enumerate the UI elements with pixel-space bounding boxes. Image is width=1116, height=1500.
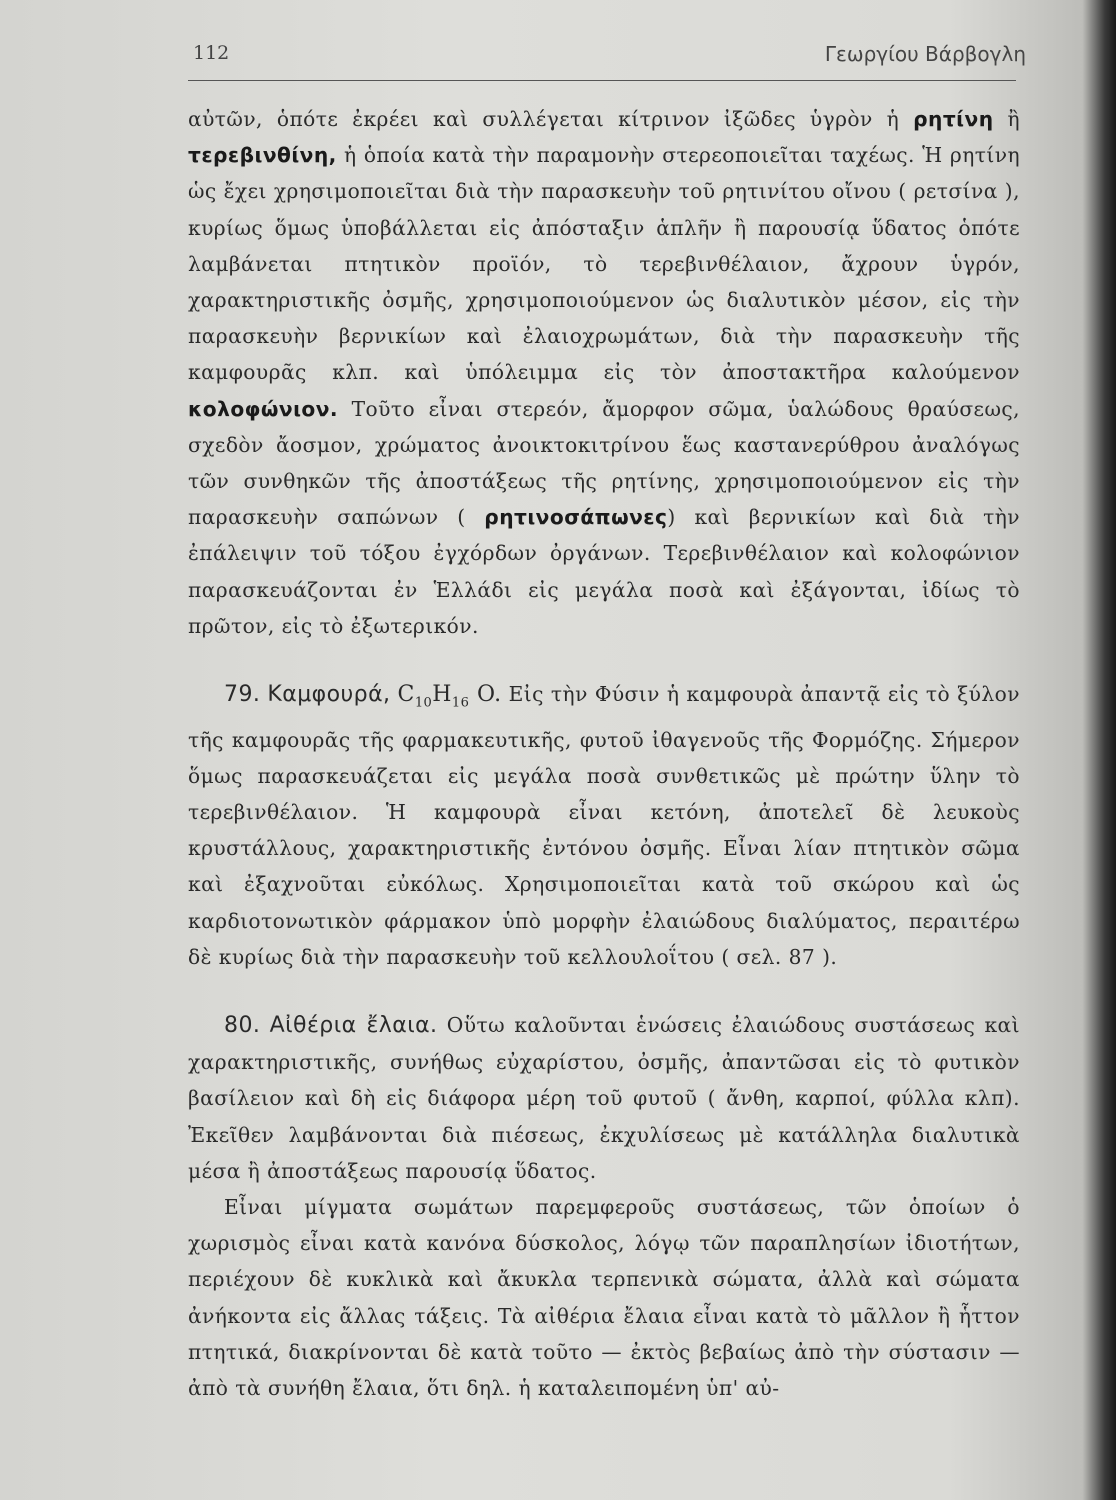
paragraph-resin bbox=[188, 101, 1020, 644]
formula-element: C bbox=[397, 682, 415, 708]
formula-element: O. bbox=[476, 682, 502, 708]
section-text: Οὕτω καλοῦνται ἑνώσεις ἐλαιώδους συστάσεως καὶ χαρακτηριστικῆς, συνήθως εὐχαρίστου, ὀσμῆς, ἀπαντῶσαι εἰς τὸ φυτικὸν βασίλειον καὶ δὴ εἰς διάφορα μέρη τοῦ φυτοῦ ( ἄνθη, καρποί, φύλλα κλπ). Ἐκεῖθεν λαμβάνονται διὰ πιέσεως, ἐκχυλίσεως μὲ κατάλληλα διαλυτικὰ μέσα ἢ ἀποστάξεως παρουσίᾳ ὕδατος. bbox=[188, 1013, 1021, 1183]
term-kolofonion: κολοφώνιον. bbox=[188, 396, 339, 421]
section-number: 79. bbox=[224, 682, 261, 708]
term-terebinthini: τερεβινθίνη, bbox=[188, 143, 337, 168]
section-title: Αἰθέρια ἔλαια. bbox=[269, 1013, 438, 1039]
formula-subscript: 10 bbox=[414, 695, 433, 711]
text-run: ἢ bbox=[993, 107, 1020, 131]
term-rhitini: ρητίνη bbox=[913, 107, 994, 131]
paragraph-essential-oils: Εἶναι μίγματα σωμάτων παρεμφεροῦς συστάσεως, τῶν ὁποίων ὁ χωρισμὸς εἶναι κατὰ κανόνα δύσκολος, λόγῳ τῶν παραπλησίων ἰδιοτήτων, περιέχουν δὲ κυκλικὰ καὶ ἄκυκλα τερπενικὰ σώματα, ἀλλὰ καὶ σώματα ἀνήκοντα εἰς ἄλλας τάξεις. Τὰ αἰθέρια ἔλαια εἶναι κατὰ τὸ μᾶλλον ἢ ἧττον πτητικά, διακρίνονται δὲ κατὰ τοῦτο — ἐκτὸς βεβαίως ἀπὸ τὴν σύστασιν — ἀπὸ τὰ συνήθη ἔλαια, ὅτι δηλ. ἡ καταλειπομένη ὑπ' αὐ- bbox=[188, 1195, 1020, 1401]
section-79 bbox=[188, 676, 1020, 975]
running-head: Γεωργίου Βάρβογλη bbox=[824, 42, 1026, 66]
section-title: Καμφουρά, bbox=[267, 682, 391, 708]
body-text bbox=[188, 101, 1020, 1406]
camphor-formula bbox=[397, 682, 502, 711]
text-run: αὐτῶν, ὁπότε ἐκρέει καὶ συλλέγεται κίτρινον ἰξῶδες ὑγρὸν ἡ bbox=[188, 107, 914, 131]
text-run: Τοῦτο εἶναι στερεόν, ἄμορφον σῶμα, ὑαλώδους θραύσεως, σχεδὸν ἄοσμον, χρώματος ἀνοικτοκιτρίνου ἕως καστανερύθρου ἀναλόγως τῶν συνθηκῶν τῆς ἀποστάξεως τῆς ρητίνης, χρησιμοποιούμενον εἰς τὴν παρασκευὴν σαπώνων ( bbox=[188, 396, 1020, 530]
term-rhitinosapones: ρητινοσάπωνες bbox=[484, 505, 668, 530]
text-run: ἡ ὁποία κατὰ τὴν παραμονὴν στερεοποιεῖται ταχέως. Ἡ ρητίνη ὡς ἔχει χρησιμοποιεῖται διὰ τὴν παρασκευὴν τοῦ ρητινίτου οἴνου ( ρετσίνα ), κυρίως ὅμως ὑποβάλλεται εἰς ἀπόσταξιν ἁπλῆν ἢ παρουσίᾳ ὕδατος ὁπότε λαμβάνεται πτητικὸν προϊόν, τὸ τερεβινθέλαιον, ἄχρουν ὑγρόν, χαρακτηριστικῆς ὀσμῆς, χρησιμοποιούμενον ὡς διαλυτικὸν μέσον, εἰς τὴν παρασκευὴν βερνικίων καὶ ἐλαιοχρωμάτων, διὰ τὴν παρασκευὴν τῆς καμφουρᾶς κλπ. καὶ ὑπόλειμμα εἰς τὸν ἀποστακτῆρα καλούμενον bbox=[188, 143, 1020, 385]
formula-element: H bbox=[432, 682, 452, 708]
text-run: ) καὶ βερνικίων καὶ διὰ τὴν ἐπάλειψιν τοῦ τόξου ἐγχόρδων ὀργάνων. Τερεβινθέλαιον καὶ κολοφώνιον παρασκευάζονται ἐν Ἑλλάδι εἰς μεγάλα ποσὰ καὶ ἐξάγονται, ἰδίως τὸ πρῶτον, εἰς τὸ ἐξωτερικόν. bbox=[188, 505, 1020, 638]
header-rule bbox=[188, 80, 1016, 81]
page-number: 112 bbox=[193, 42, 230, 64]
section-80 bbox=[188, 1007, 1020, 1189]
section-text: Εἰς τὴν Φύσιν ἡ καμφουρὰ ἀπαντᾷ εἰς τὸ ξύλον τῆς καμφουρᾶς τῆς φαρμακευτικῆς, φυτοῦ ἰθαγενοῦς τῆς Φορμόζης. Σήμερον ὅμως παρασκευάζεται εἰς μεγάλα ποσὰ συνθετικῶς μὲ πρώτην ὕλην τὸ τερεβινθέλαιον. Ἡ καμφουρὰ εἶναι κετόνη, ἀποτελεῖ δὲ λευκοὺς κρυστάλλους, χαρακτηριστικῆς ἐντόνου ὀσμῆς. Εἶναι λίαν πτητικὸν σῶμα καὶ ἐξαχνοῦται εὐκόλως. Χρησιμοποιεῖται κατὰ τοῦ σκώρου καὶ ὡς καρδιοτονωτικὸν φάρμακον ὑπὸ μορφὴν ἐλαιώδους διαλύματος, περαιτέρω δὲ κυρίως διὰ τὴν παρασκευὴν τοῦ κελλουλοΐτου ( σελ. 87 ). bbox=[188, 682, 1020, 969]
section-number: 80. bbox=[224, 1013, 261, 1039]
formula-subscript: 16 bbox=[451, 695, 470, 711]
